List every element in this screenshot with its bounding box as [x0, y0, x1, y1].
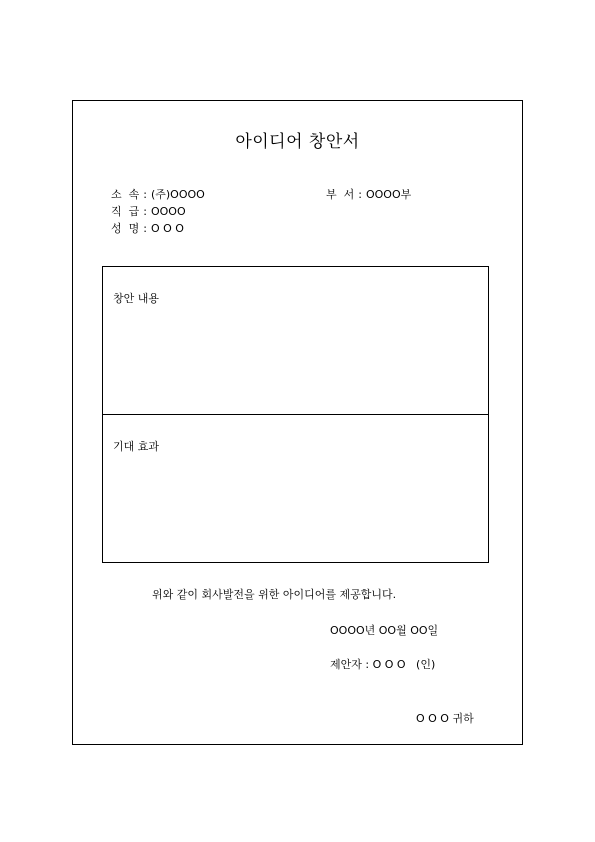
- expected-effect-box: [102, 414, 489, 563]
- document-title: 아이디어 창안서: [235, 132, 360, 152]
- affiliation-label: 소 속: [111, 188, 140, 201]
- name-value: O O O: [150, 222, 184, 235]
- rank-separator: :: [143, 205, 147, 218]
- department-separator: :: [358, 188, 362, 201]
- proposal-content-box: [102, 266, 489, 415]
- rank-value: OOOO: [150, 205, 186, 218]
- recipient-line: O O O 귀하: [416, 712, 474, 725]
- proposer-signature-line: 제안자 : O O O (인): [330, 658, 436, 671]
- department-label: 부 서: [326, 188, 355, 201]
- rank-label: 직 급: [111, 205, 140, 218]
- name-label: 성 명: [111, 222, 140, 235]
- department-value: OOOO부: [365, 188, 412, 201]
- affiliation-separator: :: [143, 188, 147, 201]
- affiliation-value: (주)OOOO: [150, 188, 205, 201]
- expected-effect-label: 기대 효과: [113, 440, 160, 453]
- name-separator: :: [143, 222, 147, 235]
- declaration-statement: 위와 같이 회사발전을 위한 아이디어를 제공합니다.: [152, 588, 397, 601]
- name-field: [104, 208, 184, 236]
- submission-date: OOOO년 OO월 OO일: [330, 624, 439, 637]
- proposal-content-label: 창안 내용: [113, 292, 160, 305]
- department-field: [319, 174, 411, 202]
